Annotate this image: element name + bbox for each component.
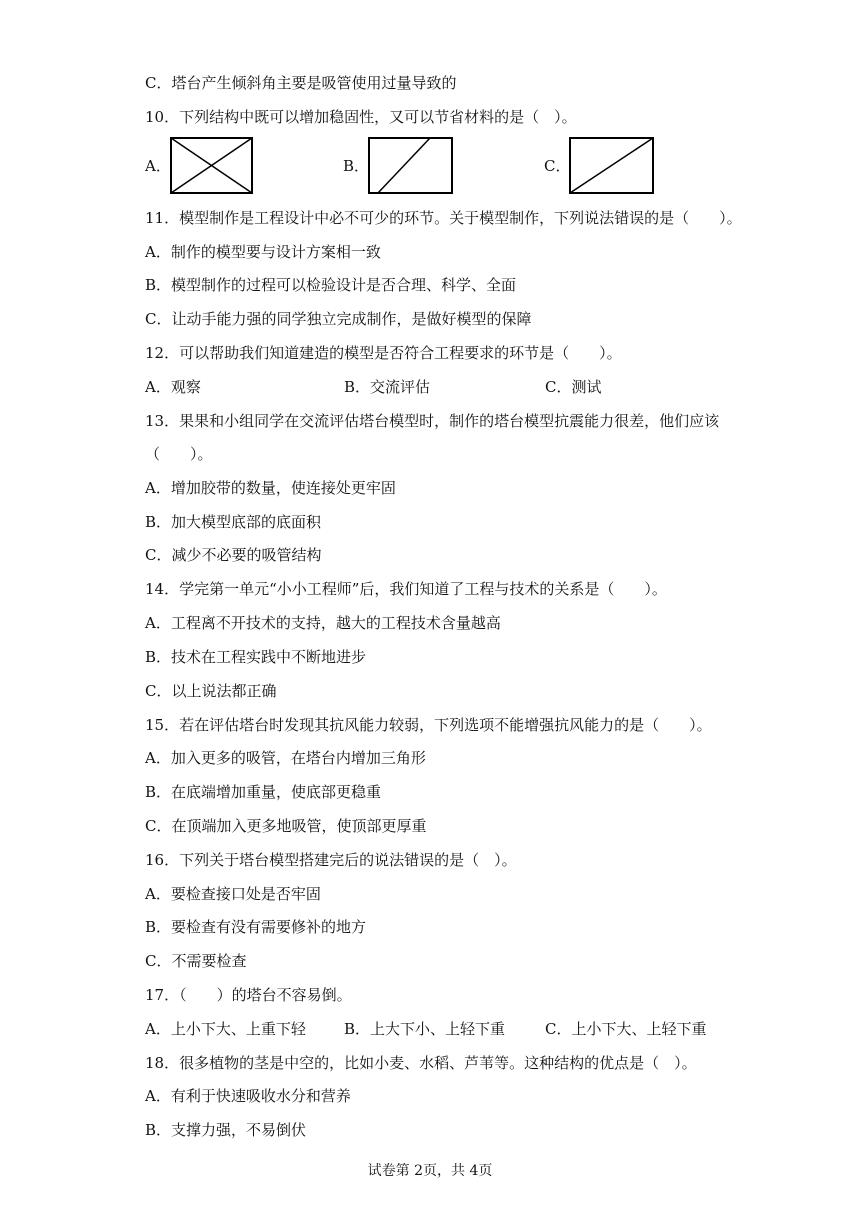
q13-option-b: B．加大模型底部的底面积 [145, 513, 322, 531]
q11-stem: 11．模型制作是工程设计中必不可少的环节。关于模型制作，下列说法错误的是（ ）。 [145, 209, 742, 227]
q10-figure-c [569, 137, 655, 195]
q13-option-a: A．增加胶带的数量，使连接处更牢固 [145, 479, 396, 497]
q9-option-c: C．塔台产生倾斜角主要是吸管使用过量导致的 [145, 74, 457, 92]
page-footer: 试卷第 2页，共 4页 [367, 1163, 493, 1179]
q14-option-a: A．工程离不开技术的支持，越大的工程技术含量越高 [145, 614, 501, 632]
q15-option-a: A．加入更多的吸管，在塔台内增加三角形 [145, 749, 426, 767]
q10-option-a-label: A． [145, 157, 171, 175]
q15-option-c: C．在顶端加入更多地吸管，使顶部更厚重 [145, 817, 427, 835]
q13-stem-line-2: （ ）。 [145, 445, 213, 463]
q10-option-b [343, 137, 463, 195]
q16-option-c: C．不需要检查 [145, 952, 247, 970]
q16-stem: 16．下列关于塔台模型搭建完后的说法错误的是（ ）。 [145, 851, 517, 869]
q10-option-c [544, 137, 674, 195]
q17-option-c: C．上小下大、上轻下重 [545, 1020, 707, 1038]
q18-option-a: A．有利于快速吸收水分和营养 [145, 1087, 351, 1105]
q13-stem-line-1: 13．果果和小组同学在交流评估塔台模型时，制作的塔台模型抗震能力很差，他们应该 [145, 412, 720, 430]
q17-option-a: A．上小下大、上重下轻 [145, 1020, 306, 1038]
q16-option-a: A．要检查接口处是否牢固 [145, 885, 321, 903]
q18-stem: 18．很多植物的茎是中空的，比如小麦、水稻、芦苇等。这种结构的优点是（ ）。 [145, 1054, 697, 1072]
q10-option-b-label: B． [343, 157, 370, 175]
q11-option-b: B．模型制作的过程可以检验设计是否合理、科学、全面 [145, 276, 517, 294]
q12-option-b: B．交流评估 [344, 378, 431, 396]
q12-option-a: A．观察 [145, 378, 201, 396]
q14-option-c: C．以上说法都正确 [145, 682, 277, 700]
q16-option-b: B．要检查有没有需要修补的地方 [145, 918, 367, 936]
q10-stem: 10．下列结构中既可以增加稳固性，又可以节省材料的是（ ）。 [145, 108, 577, 126]
q11-option-a: A．制作的模型要与设计方案相一致 [145, 243, 381, 261]
q10-figure-b [368, 137, 454, 195]
q10-option-c-label: C． [544, 157, 571, 175]
q10-figure-options [145, 137, 785, 195]
q12-stem: 12．可以帮助我们知道建造的模型是否符合工程要求的环节是（ ）。 [145, 344, 622, 362]
q13-option-c: C．减少不必要的吸管结构 [145, 546, 322, 564]
q18-option-b: B．支撑力强，不易倒伏 [145, 1121, 307, 1139]
q14-stem: 14．学完第一单元“小小工程师”后，我们知道了工程与技术的关系是（ ）。 [145, 580, 667, 598]
q15-option-b: B．在底端增加重量，使底部更稳重 [145, 783, 382, 801]
q15-stem: 15．若在评估塔台时发现其抗风能力较弱，下列选项不能增强抗风能力的是（ ）。 [145, 716, 712, 734]
q10-option-a [145, 137, 265, 195]
q17-stem: 17．（ ）的塔台不容易倒。 [145, 986, 352, 1004]
q17-option-b: B．上大下小、上轻下重 [344, 1020, 506, 1038]
q10-figure-a [170, 137, 254, 195]
q14-option-b: B．技术在工程实践中不断地进步 [145, 648, 367, 666]
q11-option-c: C．让动手能力强的同学独立完成制作，是做好模型的保障 [145, 310, 532, 328]
q17-options [145, 1019, 785, 1039]
q12-options [145, 377, 785, 397]
q12-option-c: C．测试 [545, 378, 602, 396]
